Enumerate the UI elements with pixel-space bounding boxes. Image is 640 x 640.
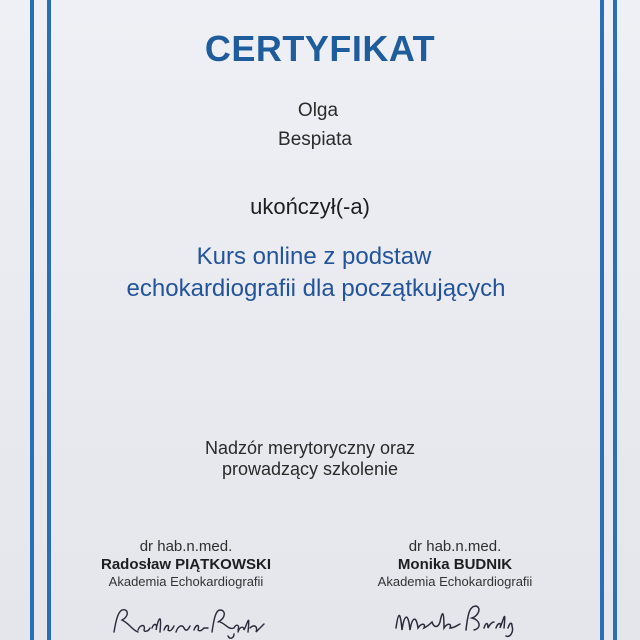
border-line-right-inner (600, 0, 604, 640)
signatory-left (46, 538, 326, 590)
supervision-line-2: prowadzący szkolenie (221, 459, 399, 479)
course-title-line-1: Kurs online z podstaw (196, 243, 432, 270)
border-line-right-outer (613, 0, 617, 640)
completed-text: ukończył(-a) (250, 194, 370, 219)
signatory-degree: dr hab.n.med. (139, 538, 233, 555)
certificate-title: CERTYFIKAT (204, 28, 436, 69)
signatory-organization: Akademia Echokardiografii (108, 574, 264, 589)
signatory-degree: dr hab.n.med. (408, 538, 502, 555)
supervision-line-1: Nadzór merytoryczny oraz (204, 438, 416, 458)
signatory-name: Monika BUDNIK (397, 556, 513, 573)
border-line-left-outer (30, 0, 34, 640)
signatory-right (315, 538, 595, 590)
signature-right-handwriting (392, 598, 522, 640)
recipient-last-name: Bespiata (278, 129, 352, 150)
signatory-name: Radosław PIĄTKOWSKI (100, 556, 272, 573)
course-title-line-2: echokardiografii dla początkujących (126, 275, 506, 302)
recipient-first-name: Olga (297, 100, 339, 121)
signatory-organization: Akademia Echokardiografii (377, 574, 533, 589)
signature-left-handwriting (108, 602, 268, 640)
